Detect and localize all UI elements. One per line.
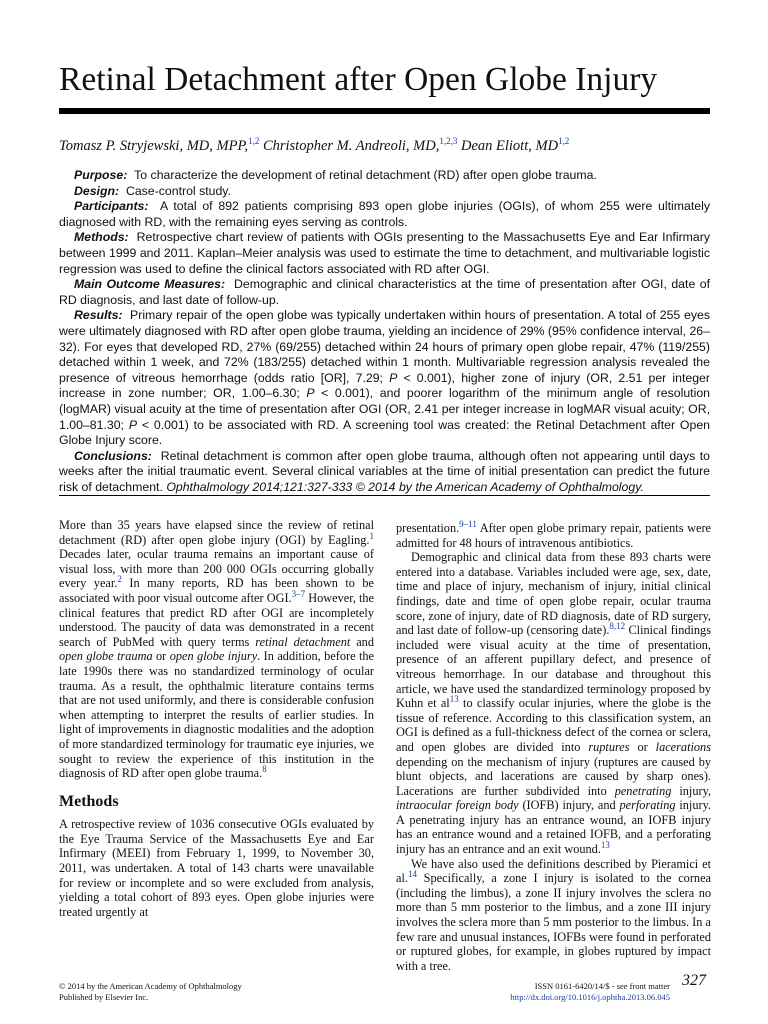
results-text: Primary repair of the open globe was typically undertaken within hours of presentation. A total of 255 eyes were ultimately diagnosed with RD after open globe trauma, yielding an incidence of 29% (95% confidence interval, 26–32). For eyes that developed RD, 27% (69/255) detached within 24 hours of primary open globe repair, 47% (119/255) detached within 1 week, and 72% (183/255) detached within 1 month. Multivariable regression analysis revealed the presence of vitreous hemorrhage (odds ratio [OR], 7.29; [59, 308, 710, 385]
text-run: injury, [671, 783, 711, 798]
text-run: We have also used the definitions described by Pieramici et al. [396, 856, 711, 886]
p-value-1: P [389, 370, 398, 385]
participants-text: A total of 892 patients comprising 893 open globe injuries (OGIs), of whom 255 were ultimately diagnosed with RD, with the remaining eyes serving as controls. [59, 199, 710, 229]
term: lacerations [655, 739, 711, 754]
purpose-label: Purpose: [74, 168, 128, 182]
term: intraocular foreign body [396, 798, 519, 813]
author-3: Dean Eliott, MD [457, 138, 559, 154]
reference-link[interactable]: 14 [407, 869, 417, 880]
text-run: . In addition, before the late 1990s there was no standardized terminology of ocular trauma. As a result, the ophthalmic literature contains terms that are not used uniformly, and there is considerable confusion when attempting to interpret the results of earlier studies. In light of improvements in diagnostic modalities and the adoption of more standardized terminology for traumatic eye injuries, we sought to review the experience of this institution in the diagnosis of RD after open globe trauma. [59, 649, 374, 781]
text-run: More than 35 years have elapsed since the review of retinal detachment (RD) after open globe injury (OGI) by Eagling. [59, 518, 374, 547]
reference-link[interactable]: 3–7 [291, 588, 306, 599]
abstract [59, 168, 710, 495]
page-number: 327 [682, 972, 706, 989]
abstract-outcome [59, 277, 710, 308]
left-column [59, 518, 374, 919]
journal-citation: Ophthalmology 2014;121:327-333 © 2014 by the American Academy of Ophthalmology. [166, 479, 644, 494]
reference-link[interactable]: 13 [600, 839, 610, 850]
copyright-line: © 2014 by the American Academy of Ophthalmology [59, 981, 242, 991]
text-run: to classify ocular injuries, where the globe is the tissue of reference. According to this classification system, an OGI is defined as a full-thickness defect of the cornea or sclera, and open globes are divided into [396, 696, 711, 754]
reference-link[interactable]: 13 [449, 694, 459, 705]
title-rule [59, 108, 710, 114]
reference-link[interactable]: 1 [369, 530, 374, 541]
methods-heading: Methods [59, 792, 119, 810]
reference-link[interactable]: 2 [117, 574, 122, 585]
term: penetrating [614, 783, 672, 798]
query-term: retinal detachment [255, 634, 351, 649]
right-column [396, 518, 711, 973]
query-term: open globe trauma [59, 649, 153, 664]
p-value-2: P [306, 386, 315, 401]
design-text: Case-control study. [125, 183, 231, 198]
author-3-affiliation[interactable]: 1,2 [558, 136, 570, 147]
results-text: < 0.001), and poorer logarithm of the minimum angle of resolution (logMAR) visual acuity at the time of presentation after OGI (OR, 2.41 per integer increase in logMAR visual acuity; OR, 1.00–81.30; [59, 386, 710, 432]
text-run: presentation. [396, 521, 460, 535]
text-run: depending on the mechanism of injury (ruptures are caused by blunt objects, and lacerations are caused by sharp ones). Lacerations are further subdivided into [396, 754, 711, 798]
text-run: or [629, 739, 656, 754]
text-run: Specifically, a zone I injury is isolated to the cornea (including the limbus), a zone II injury involves the sclera no more than 5 mm posterior to the limbus, and a zone III injury involves the sclera more than 5 mm posterior to the limbus. In a few rare and unusual instances, IOFBs were found in perforated or ruptured globes, for example, in globes ruptured by impact with a tree. [396, 871, 711, 973]
data-collection-paragraph [396, 550, 711, 856]
participants-label: Participants: [74, 199, 149, 214]
design-label: Design: [74, 183, 120, 198]
purpose-text: To characterize the development of retinal detachment (RD) after open globe trauma. [134, 168, 597, 182]
abstract-conclusions [59, 449, 710, 496]
publisher-line: Published by Elsevier Inc. [59, 992, 149, 1002]
results-text: < 0.001) to be associated with RD. A screening tool was created: the Retinal Detachment after Open Globe Injury score. [59, 417, 710, 448]
text-run: and [350, 634, 374, 649]
methods-paragraph: A retrospective review of 1036 consecutive OGIs evaluated by the Eye Trauma Service of the Massachusetts Eye and Ear Infirmary (MEEI) from February 1, 1999, to November 30, 2011, was undertaken. A total of 143 charts were unavailable for review or incomplete and so were excluded from analysis, yielding a total cohort of 893 eyes. Open globe injuries were treated urgently at [59, 817, 374, 919]
conclusions-text: Retinal detachment is common after open globe trauma, although often not appearing until days to weeks after the initial traumatic event. Several clinical variables at the time of initial presentation can predict the future risk of detachment. [59, 448, 710, 494]
issn-line: ISSN 0161-6420/14/$ - see front matter [534, 981, 670, 991]
text-run: Demographic and clinical data from these 893 charts were entered into a database. Variables included were age, sex, date, time and place of injury, mechanism of injury, initial clinical findings, date and time of open globe repair, ocular trauma score, zone of injury, date of RD diagnosis, date of RD surgery, and last date of follow-up (censoring date). [396, 550, 711, 638]
outcome-text: Demographic and clinical characteristics at the time of presentation after OGI, date of RD diagnosis, and last date of follow-up. [59, 277, 710, 307]
p-value-3: P [128, 417, 138, 432]
text-run: (IOFB) injury, and [518, 798, 620, 813]
results-text: < 0.001), higher zone of injury (OR, 2.51 per integer increase in zone number; OR, 1.00–6.30; [59, 370, 710, 401]
reference-link[interactable]: 9–11 [459, 518, 477, 529]
methods-continued-paragraph [396, 518, 711, 550]
text-run: Clinical findings included were visual acuity at the time of presentation, presence of an afferent pupillary defect, and presence of vitreous hemorrhage. In our database and throughout this article, we have used the standardized terminology proposed by Kuhn et al [396, 623, 711, 711]
intro-paragraph [59, 518, 374, 781]
abstract-design [59, 184, 710, 200]
text-run: After open globe primary repair, patients were admitted for 48 hours of intravenous antibiotics. [396, 521, 711, 550]
text-run: In many reports, RD has been shown to be associated with poor visual outcome after OGI. [59, 576, 375, 605]
abstract-purpose [59, 168, 710, 184]
footer-copyright [59, 981, 389, 1003]
footer-issn [440, 981, 670, 1003]
conclusions-label: Conclusions: [74, 448, 152, 463]
query-term: open globe injury [169, 649, 258, 664]
author-list [59, 136, 710, 156]
text-run: Decades later, ocular trauma remains an important cause of visual loss, with more than 200 000 OGIs occurring globally every year. [59, 547, 374, 591]
methods-label: Methods: [74, 230, 129, 245]
term: perforating [619, 798, 676, 813]
author-1: Tomasz P. Stryjewski, MD, MPP, [59, 138, 249, 154]
text-run: However, the clinical features that predict RD after OGI are incompletely understood. The paucity of data was demonstrated in a recent search of PubMed with query terms [59, 590, 374, 649]
doi-link[interactable]: http://dx.doi.org/10.1016/j.ophtha.2013.06.045 [510, 992, 670, 1002]
reference-link[interactable]: 8,12 [609, 621, 626, 632]
zone-definition-paragraph [396, 857, 711, 974]
abstract-participants [59, 199, 710, 230]
author-2: Christopher M. Andreoli, MD, [259, 138, 440, 154]
results-label: Results: [74, 308, 123, 323]
text-run: injury. A penetrating injury has an entrance wound, an IOFB injury has an entrance wound and a retained IOFB, and a perforating injury has an entrance and an exit wound. [396, 798, 711, 857]
term: ruptures [588, 739, 630, 754]
author-1-affiliation[interactable]: 1,2 [248, 136, 260, 147]
author-2-affiliation[interactable]: 1,2,3 [439, 136, 458, 147]
reference-link[interactable]: 8 [262, 764, 267, 774]
abstract-rule [59, 495, 710, 496]
abstract-methods [59, 230, 710, 277]
text-run: or [152, 649, 170, 664]
article-title: Retinal Detachment after Open Globe Injury [59, 61, 658, 98]
outcome-label: Main Outcome Measures: [74, 277, 226, 292]
methods-text: Retrospective chart review of patients with OGIs presenting to the Massachusetts Eye and Ear Infirmary between 1999 and 2011. Kaplan–Meier analysis was used to estimate the time to detachment, and multivariable logistic regression was used to define the clinical factors associated with RD after OGI. [59, 230, 710, 276]
abstract-results [59, 308, 710, 448]
